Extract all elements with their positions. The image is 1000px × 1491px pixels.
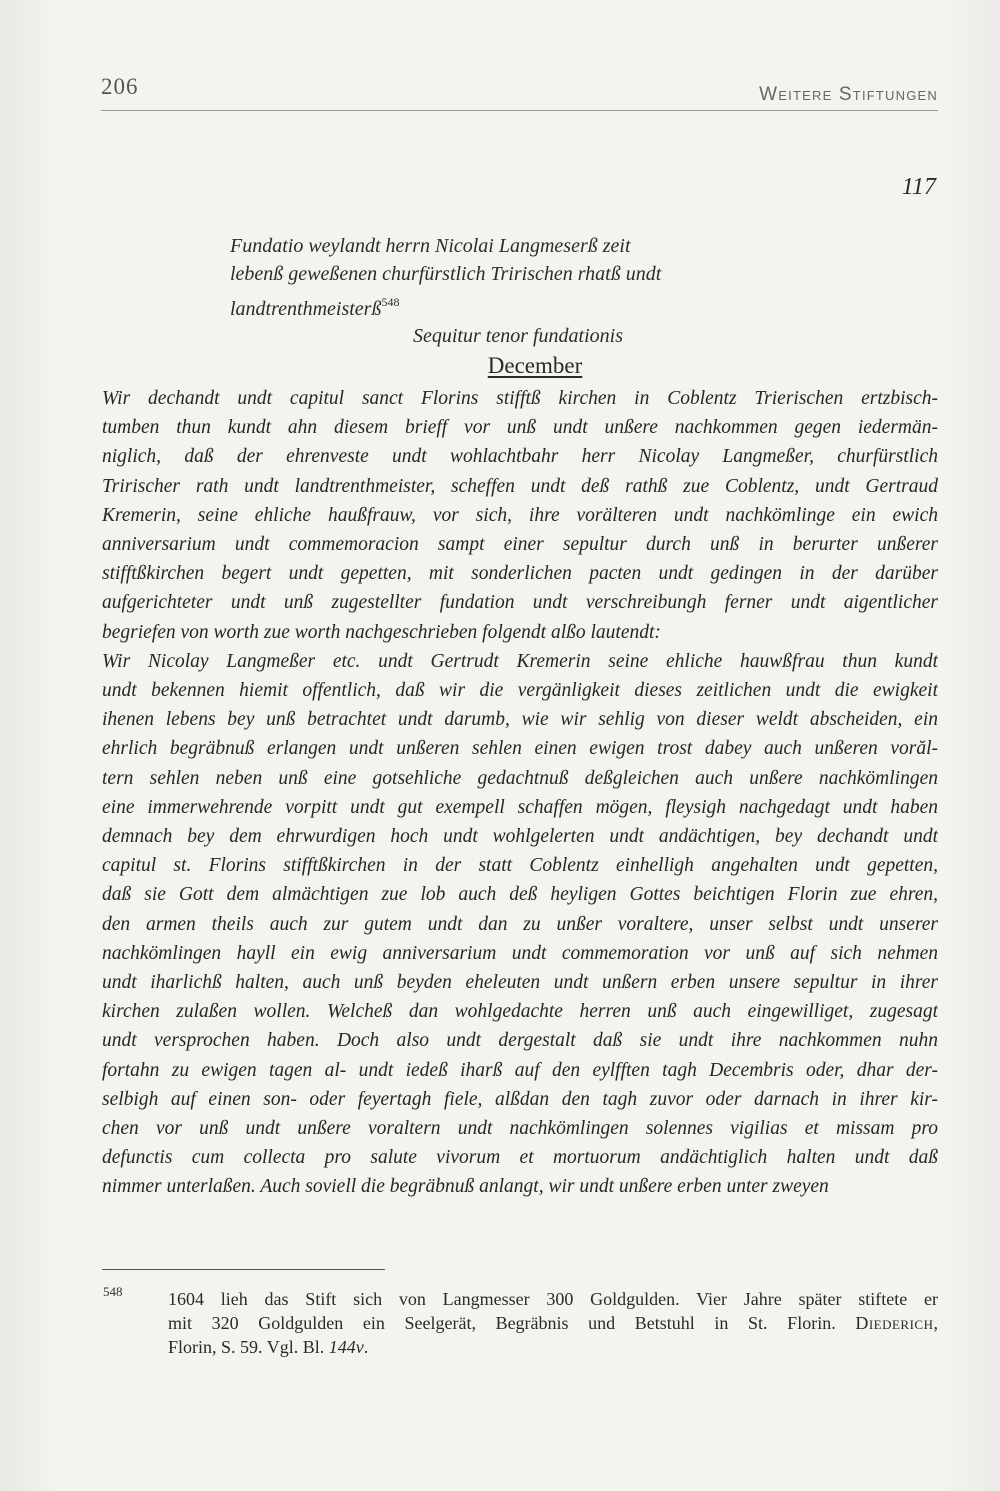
body-line: undt bekennen hiemit offentlich, daß wir die vergänligkeit dieses zeitlichen undt die ewigkeit <box>102 680 938 702</box>
footnote-line-3-text: Florin, S. 59. Vgl. Bl. <box>168 1337 325 1357</box>
body-line: capitul st. Florins stifftßkirchen in der statt Coblentz einhelligh angehalten undt gepetten, <box>102 855 938 877</box>
footnote-author: Diederich <box>855 1313 934 1333</box>
body-line: begriefen von worth zue worth nachgeschrieben folgendt alßo lautendt: <box>102 621 661 643</box>
sequitur-line: Sequitur tenor fundationis <box>413 325 623 347</box>
body-line: Wir Nicolay Langmeßer etc. undt Gertrudt Kremerin seine ehliche hauwßfrau thun kundt <box>102 650 938 672</box>
body-line: aufgerichteter undt unß zugestellter fundation undt verschreibungh ferner undt aigentlicher <box>102 592 938 614</box>
body-line: tumben thun kundt ahn diesem brieff vor unß undt unßere nachkommen gegen iedermän- <box>102 417 938 439</box>
footnote-line-3-end: . <box>363 1337 369 1357</box>
body-line: demnach bey dem ehrwurdigen hoch undt wohlgelerten undt andächtigen, bey dechandt undt <box>102 826 938 848</box>
body-line: niglich, daß der ehrenveste undt wohlachtbahr herr Nicolay Langmeßer, churfürstlich <box>102 446 938 468</box>
body-line: daß sie Gott dem almächtigen zue lob auch deß heyligen Gottes beichtigen Florin zue ehren, <box>102 884 938 906</box>
body-line: undt iharlichß halten, auch unß beyden eheleuten undt unßern erben unsere sepultur in ihrer <box>102 972 938 994</box>
body-line: anniversarium undt commemoracion sampt einer sepultur durch unß in berurter unßerer <box>102 534 938 556</box>
document-title <box>230 232 750 323</box>
body-line: Kremerin, seine ehliche haußfrauw, vor sich, ihre vorälteren undt nachkömlinge ein ewich <box>102 504 938 526</box>
body-text <box>102 384 938 1202</box>
body-line: nimmer unterlaßen. Auch soviell die begräbnuß anlangt, wir undt unßere erben unter zweyen <box>102 1176 829 1198</box>
running-head: Weitere Stiftungen <box>759 84 938 105</box>
body-line: eine immerwehrende vorpitt undt gut exempell schaffen mögen, fleysigh nachgedagt undt haben <box>102 796 938 818</box>
title-line-3 <box>230 288 750 323</box>
body-line: ehrlich begräbnuß erlangen undt unßeren sehlen einen ewigen trost dabey auch unßeren vorăl- <box>102 738 938 760</box>
body-line: stifftßkirchen begert undt gepetten, mit sonderlichen pacten undt gedingen in der darüber <box>102 563 938 585</box>
title-line-3-text: landtrenthmeisterß <box>230 298 382 320</box>
footnote-folio-ref: 144v <box>328 1337 364 1357</box>
footnote-line-2: mit 320 Goldgulden ein Seelgerät, Begräbnis und Betstuhl in St. Florin. Diederich, <box>168 1313 938 1333</box>
title-line-2: lebenß geweßenen churfürstlich Tririschen rhatß undt <box>230 263 662 285</box>
page-number: 206 <box>101 74 139 99</box>
footnote-line-3 <box>168 1335 938 1359</box>
footnote-line-1: 1604 lieh das Stift sich von Langmesser 300 Goldgulden. Vier Jahre später stiftete er <box>168 1289 938 1309</box>
body-line: ihenen lebens bey unß betrachtet undt darumb, wie wir sehlig von dieser weldt abscheiden, ein <box>102 709 938 731</box>
footnote-line-2-text: mit 320 Goldgulden ein Seelgerät, Begräbnis und Betstuhl in St. Florin. <box>168 1313 836 1333</box>
body-line: fortahn zu ewigen tagen al- undt iedeß iharß auf den eylfften tagh Decembris oder, dhar der- <box>102 1059 938 1081</box>
header-rule <box>101 110 938 111</box>
footnote-rule <box>102 1269 385 1270</box>
body-line: kirchen zulaßen wollen. Welcheß dan wohlgedachte herren unß auch eingewilliget, zugesagt <box>102 1001 938 1023</box>
title-line-1: Fundatio weylandt herrn Nicolai Langmeserß zeit <box>230 235 631 257</box>
body-line: tern sehlen neben unß eine gotsehliche gedachtnuß deßgleichen auch unßere nachkömlingen <box>102 767 938 789</box>
body-line: chen vor unß undt unßere voraltern undt nachkömlingen solennes vigilias et missam pro <box>102 1118 938 1140</box>
footnote-reference: 548 <box>381 295 400 309</box>
body-line: Wir dechandt undt capitul sanct Florins stifftß kirchen in Coblentz Trierischen ertzbisch- <box>102 388 938 409</box>
document-number: 117 <box>901 174 936 200</box>
body-line: den armen theils auch zur gutem undt dan zu unßer voraltere, unser selbst undt unserer <box>102 913 938 935</box>
body-line: undt versprochen haben. Doch also undt dergestalt daß sie undt ihre nachkommen nuhn <box>102 1030 938 1052</box>
body-line: selbigh auf einen son- oder feyertagh fiele, alßdan den tagh zuvor oder darnach in ihrer kir- <box>102 1088 938 1110</box>
body-line: nachkömlingen hayll ein ewig anniversarium undt commemoration vor unß auf sich nehmen <box>102 942 938 964</box>
body-line: Tririscher rath undt landtrenthmeister, scheffen undt deß rathß zue Coblentz, undt Gertraud <box>102 475 938 497</box>
footnote-marker: 548 <box>103 1284 123 1299</box>
month-heading: December <box>487 353 583 378</box>
body-line: defunctis cum collecta pro salute vivorum et mortuorum andächtiglich halten undt daß <box>102 1147 938 1169</box>
footnote <box>168 1287 938 1359</box>
